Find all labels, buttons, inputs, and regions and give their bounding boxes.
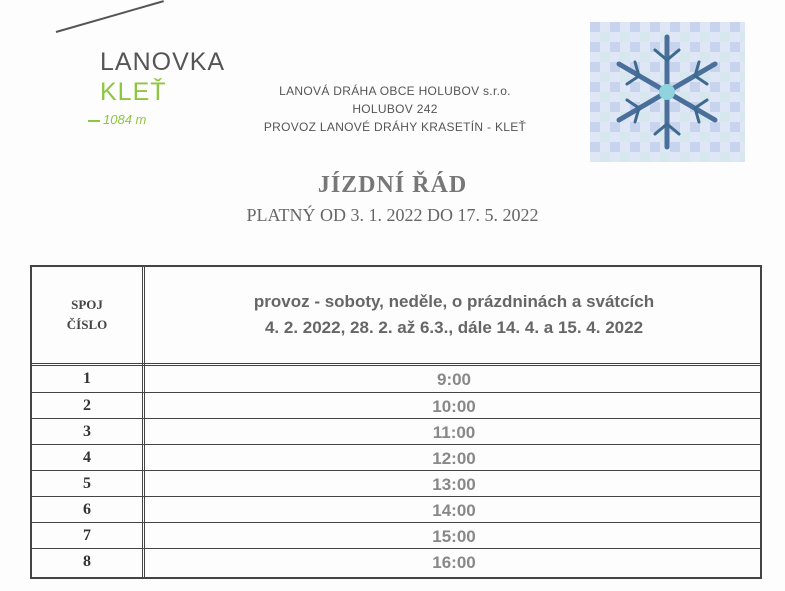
- row-number: 2: [83, 397, 91, 414]
- page-title: JÍZDNÍ ŘÁD: [317, 172, 468, 198]
- timetable: [30, 265, 762, 579]
- row-time: 9:00: [436, 370, 472, 389]
- logo-slash-line: [56, 0, 164, 33]
- company-info: [240, 82, 550, 136]
- header-spoj: SPOJ: [71, 297, 103, 312]
- header-provoz-line2: 4. 2. 2022, 28. 2. až 6.3., dále 14. 4. a 15. 4. 2022: [264, 318, 644, 337]
- company-address: HOLUBOV 242: [352, 102, 438, 116]
- table-row: [32, 496, 760, 522]
- snowflake-icon: [590, 22, 745, 162]
- row-number: 1: [83, 370, 91, 387]
- row-number: 5: [83, 475, 91, 492]
- row-number: 7: [83, 527, 91, 544]
- row-number: 3: [83, 423, 91, 440]
- row-number: 6: [83, 501, 91, 518]
- header-provoz-line1: provoz - soboty, neděle, o prázdninách a svátcích: [253, 292, 655, 311]
- row-time: 14:00: [432, 501, 476, 520]
- header-spoj-cislo: [32, 267, 142, 363]
- row-number: 8: [83, 553, 91, 570]
- row-time: 12:00: [432, 449, 476, 468]
- header-cislo: ČÍSLO: [66, 317, 108, 332]
- row-time: 11:00: [432, 423, 476, 442]
- row-time: 10:00: [432, 397, 476, 416]
- table-row: [32, 366, 760, 392]
- table-row: [32, 470, 760, 496]
- table-row: [32, 522, 760, 548]
- table-row: [32, 444, 760, 470]
- row-time: 13:00: [432, 475, 476, 494]
- row-time: 15:00: [432, 527, 476, 546]
- logo-lanovka-text: LANOVKA: [100, 48, 226, 76]
- table-row: [32, 392, 760, 418]
- company-name: LANOVÁ DRÁHA OBCE HOLUBOV s.r.o.: [279, 84, 511, 98]
- logo-klet-text: KLEŤ: [100, 78, 167, 106]
- company-operation: PROVOZ LANOVÉ DRÁHY KRASETÍN - KLEŤ: [263, 120, 527, 134]
- header-provoz: [148, 267, 760, 363]
- row-number: 4: [83, 449, 91, 466]
- table-row: [32, 418, 760, 444]
- logo-altitude: [88, 112, 146, 127]
- table-row: [32, 548, 760, 574]
- altitude-text: 1084 m: [103, 112, 147, 127]
- validity-period: PLATNÝ OD 3. 1. 2022 DO 17. 5. 2022: [246, 205, 539, 225]
- row-time: 16:00: [432, 553, 476, 572]
